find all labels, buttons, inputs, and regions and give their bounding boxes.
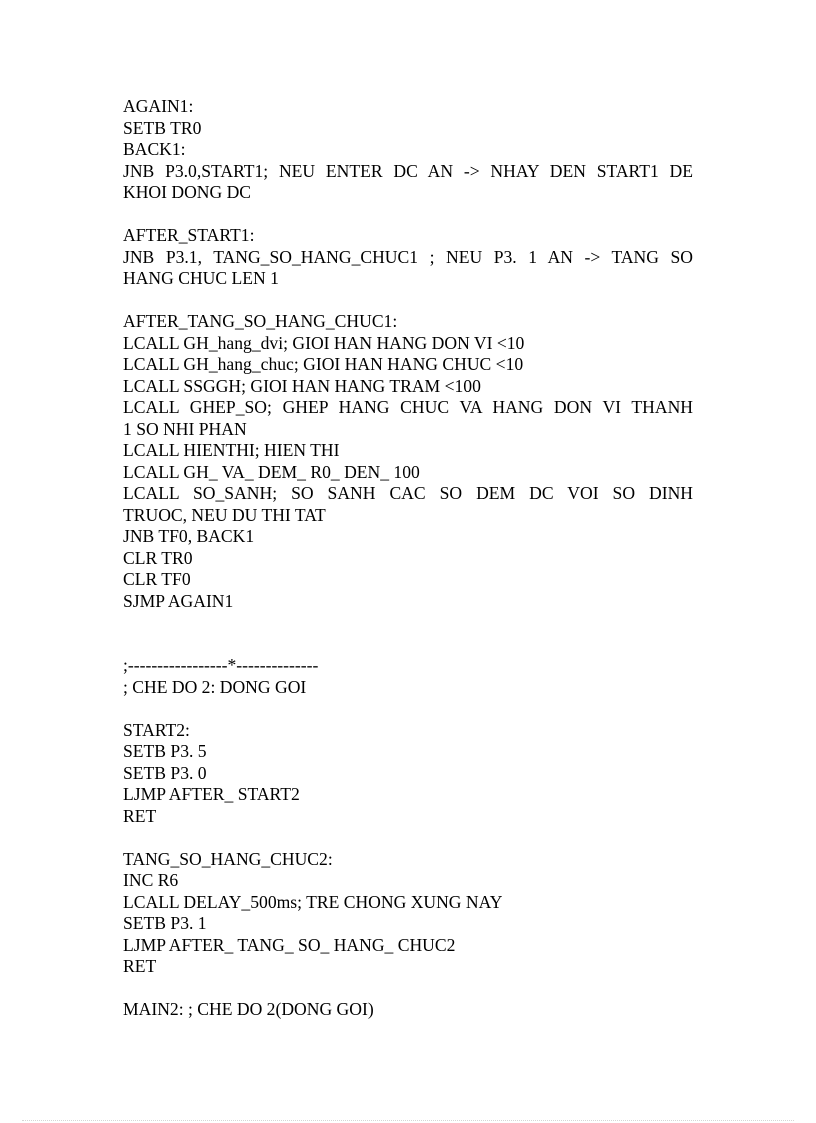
code-line: JNB TF0, BACK1: [123, 526, 255, 546]
code-line: TRUOC, NEU DU THI TAT: [123, 504, 326, 525]
code-block-after-tang-so-hang-chuc1: [123, 311, 693, 612]
code-line: LCALL GHEP_SO; GHEP HANG CHUC VA HANG DON VI THANH: [123, 397, 693, 417]
page-bottom-divider: [22, 1120, 794, 1121]
code-line: TANG_SO_HANG_CHUC2:: [123, 848, 333, 869]
code-block-mode2-header: [123, 655, 693, 698]
code-line: LCALL SO_SANH; SO SANH CAC SO DEM DC VOI SO DINH: [123, 483, 693, 503]
code-line: AFTER_START1:: [123, 225, 255, 245]
code-page: [123, 96, 693, 1021]
code-line: CLR TF0: [123, 569, 191, 589]
code-block-start2: [123, 720, 693, 828]
code-line: LCALL GH_hang_chuc; GIOI HAN HANG CHUC <10: [123, 354, 524, 374]
code-line: AGAIN1:: [123, 96, 194, 116]
blank-line: [123, 978, 693, 1000]
code-block-tang-so-hang-chuc2: [123, 849, 693, 978]
code-line: 1 SO NHI PHAN: [123, 418, 247, 439]
code-line: LCALL GH_ VA_ DEM_ R0_ DEN_ 100: [123, 461, 420, 482]
code-line: SETB P3. 0: [123, 762, 207, 783]
code-block-again1: [123, 96, 693, 204]
code-line: JNB P3.1, TANG_SO_HANG_CHUC1 ; NEU P3. 1 AN -> TANG SO: [123, 246, 693, 267]
code-block-main2: [123, 999, 693, 1021]
code-line: RET: [123, 805, 157, 826]
blank-line: [123, 827, 693, 849]
blank-line: [123, 698, 693, 720]
blank-line: [123, 204, 693, 226]
code-line: INC R6: [123, 870, 179, 890]
code-line: KHOI DONG DC: [123, 182, 252, 202]
code-line: LJMP AFTER_ TANG_ SO_ HANG_ CHUC2: [123, 934, 456, 955]
code-line: RET: [123, 956, 157, 976]
code-line: SETB P3. 5: [123, 741, 207, 761]
code-line: LCALL GH_hang_dvi; GIOI HAN HANG DON VI <10: [123, 332, 525, 353]
code-line: SJMP AGAIN1: [123, 590, 234, 611]
code-line: SETB TR0: [123, 117, 202, 138]
code-line: LCALL HIENTHI; HIEN THI: [123, 440, 340, 460]
code-line: CLR TR0: [123, 547, 193, 568]
code-line: AFTER_TANG_SO_HANG_CHUC1:: [123, 311, 398, 331]
code-line: LCALL DELAY_500ms; TRE CHONG XUNG NAY: [123, 891, 503, 912]
code-line: HANG CHUC LEN 1: [123, 268, 279, 288]
code-line: START2:: [123, 719, 190, 740]
code-line: JNB P3.0,START1; NEU ENTER DC AN -> NHAY DEN START1 DE: [123, 160, 693, 181]
code-line: LCALL SSGGH; GIOI HAN HANG TRAM <100: [123, 375, 481, 396]
code-line: LJMP AFTER_ START2: [123, 784, 300, 804]
code-line: MAIN2: ; CHE DO 2(DONG GOI): [123, 999, 374, 1019]
code-block-after-start1: [123, 225, 693, 290]
blank-line: [123, 290, 693, 312]
code-line: BACK1:: [123, 139, 186, 159]
section-comment: ; CHE DO 2: DONG GOI: [123, 676, 307, 697]
code-line: SETB P3. 1: [123, 913, 207, 933]
separator-comment: ;-----------------*--------------: [123, 655, 319, 675]
blank-line: [123, 612, 693, 655]
